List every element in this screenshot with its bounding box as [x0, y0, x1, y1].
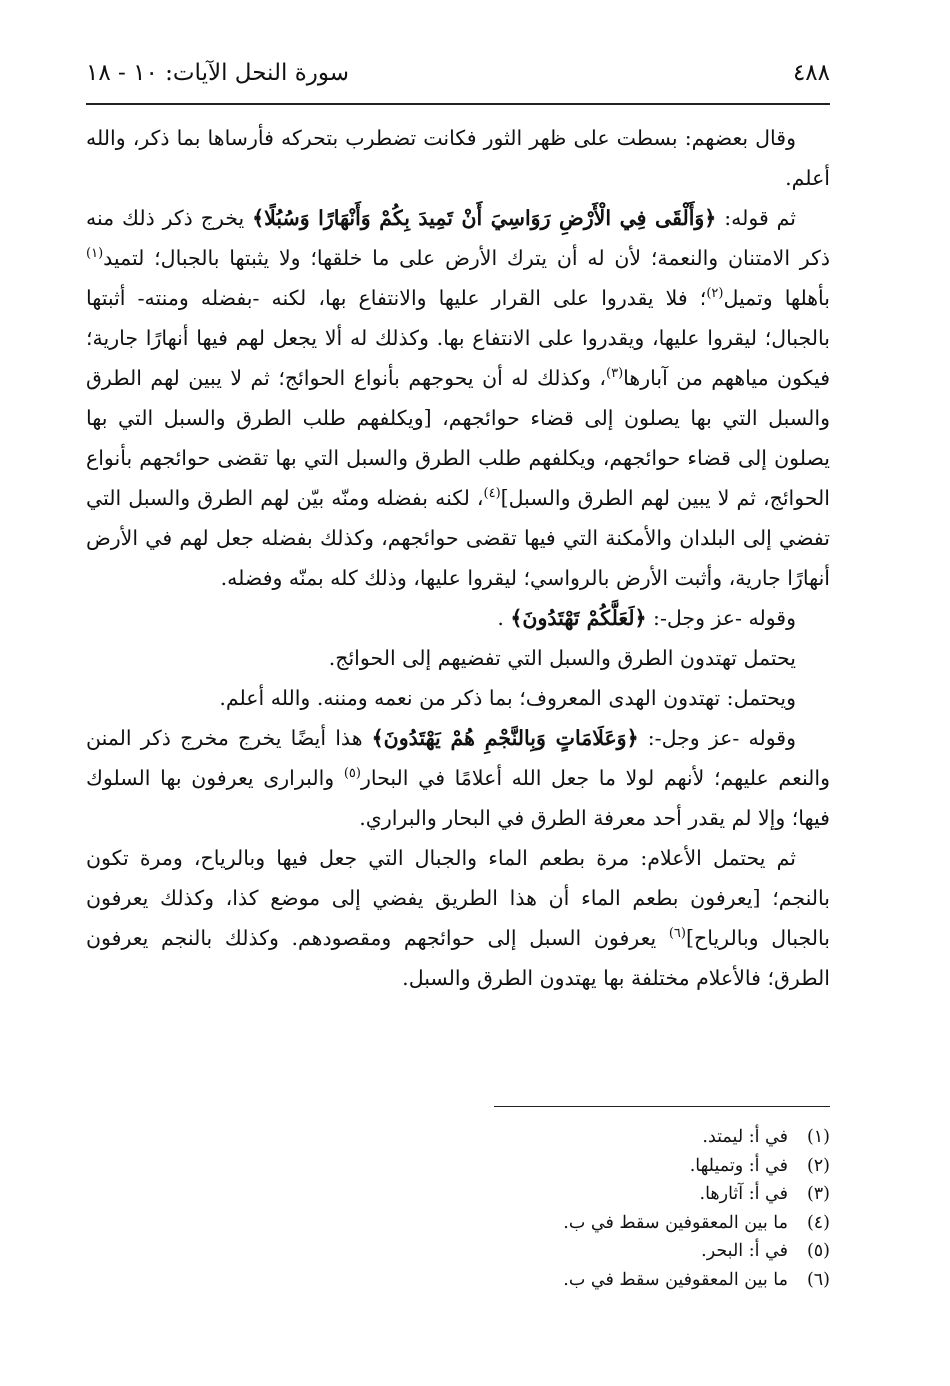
- quran-verse: ﴿وَأَلْقَى فِي الْأَرْضِ رَوَاسِيَ أَنْ تَمِيدَ بِكُمْ وَأَنْهَارًا وَسُبُلًا﴾: [252, 206, 717, 230]
- paragraph-3: [86, 598, 830, 638]
- page-header: [86, 58, 830, 98]
- footnotes: [86, 1123, 830, 1294]
- paragraph-1: وقال بعضهم: بسطت على ظهر الثور فكانت تضطرب بتحركه فأرساها بما ذكر، والله أعلم.: [86, 126, 830, 190]
- text-run: والبرارى يعرفون بها السلوك فيها؛ وإلا لم يقدر أحد معرفة الطرق في البحار والبراري.: [86, 766, 830, 830]
- text-run: .: [497, 606, 511, 630]
- text-run: بأهلها وتميل: [723, 286, 830, 310]
- footnote-item: [86, 1123, 830, 1152]
- footnote-item: [86, 1209, 830, 1238]
- quran-verse: ﴿وَعَلَامَاتٍ وَبِالنَّجْمِ هُمْ يَهْتَدُونَ﴾: [371, 726, 639, 750]
- footnote-text: في أ: البحر.: [701, 1241, 788, 1261]
- paragraph-7: [86, 838, 830, 998]
- footnote-ref-2: (٢): [706, 286, 724, 302]
- footnote-item: [86, 1237, 830, 1266]
- running-title: سورة النحل الآيات: ١٠ - ١٨: [86, 60, 350, 86]
- text-run: وقوله -عز وجل-:: [646, 606, 796, 630]
- text-run: ؛ فلا يقدروا على القرار عليها والانتفاع بها، لكنه -بفضله ومنته- أثبتها بالجبال؛ ليقروا عليها، ويقدروا على الانتفاع بها. وكذلك له ألا يجعل لهم فيها أنهارًا جارية؛ فيكون مياههم من آبارها: [86, 286, 830, 390]
- footnote-number: (٥): [806, 1241, 830, 1261]
- footnote-text: ما بين المعقوفين سقط في ب.: [563, 1269, 788, 1290]
- footnote-number: (٢): [806, 1155, 830, 1176]
- footnote-item: [86, 1152, 830, 1181]
- paragraph-6: [86, 718, 830, 838]
- text-run: يخرج ذكر ذلك منه ذكر الامتنان والنعمة؛ لأن له أن يترك الأرض على ما خلقها؛ ولا يثبتها بالجبال؛ لتميد: [86, 206, 830, 270]
- footnote-item: [86, 1180, 830, 1209]
- paragraph-2: [86, 198, 830, 598]
- text-run: يعرفون السبل إلى حوائجهم ومقصودهم. وكذلك بالنجم يعرفون الطرق؛ فالأعلام مختلفة بها يهتدون الطرق والسبل.: [86, 926, 830, 990]
- text-run: ، وكذلك له أن يحوجهم بأنواع الحوائج؛ ثم لا يبين لهم الطرق والسبل التي بها يصلون إلى قضاء حوائجهم، [ويكلفهم طلب الطرق والسبل التي بها يصلون إلى قضاء حوائجهم، ويكلفهم طلب الطرق والسبل التي بها تقضى حوائجهم بأنواع الحوائج، ثم لا يبين لهم الطرق والسبل]: [86, 366, 830, 510]
- text-run: ثم يحتمل الأعلام: مرة بطعم الماء والجبال التي جعل فيها وبالرياح، ومرة تكون بالنجم؛ [يعرفون بطعم الماء أن هذا الطريق يفضي إلى موضع كذا، وكذلك يعرفون بالجبال وبالرياح]: [86, 846, 830, 950]
- paragraph-5: ويحتمل: تهتدون الهدى المعروف؛ بما ذكر من نعمه ومننه. والله أعلم.: [219, 686, 796, 710]
- footnote-number: (١): [806, 1127, 830, 1147]
- footnote-number: (٣): [806, 1184, 830, 1204]
- footnote-ref-6: (٦): [668, 926, 686, 942]
- footnote-ref-1: (١): [86, 246, 104, 262]
- main-text: [86, 118, 830, 998]
- text-run: هذا أيضًا يخرج مخرج ذكر المنن والنعم عليهم؛ لأنهم لولا ما جعل الله أعلامًا في البحار: [86, 726, 830, 790]
- footnote-number: (٤): [806, 1212, 830, 1233]
- text-run: ، لكنه بفضله ومنّه بيّن لهم الطرق والسبل التي تفضي إلى البلدان والأمكنة التي فيها تقضى حوائجهم، وكذلك بفضله جعل لهم في الأرض أنهارًا جارية، وأثبت الأرض بالرواسي؛ ليقروا عليها، وذلك كله بمنّه وفضله.: [86, 486, 830, 590]
- footnote-ref-4: (٤): [483, 486, 501, 502]
- quran-verse: ﴿لَعَلَّكُمْ تَهْتَدُونَ﴾: [510, 606, 647, 630]
- footnote-number: (٦): [806, 1269, 830, 1290]
- footnote-item: [86, 1266, 830, 1295]
- footnote-text: ما بين المعقوفين سقط في ب.: [563, 1212, 788, 1233]
- text-run: وقوله -عز وجل-:: [638, 726, 796, 750]
- footnote-ref-5: (٥): [343, 766, 361, 782]
- footnote-text: في أ: آثارها.: [699, 1184, 788, 1204]
- paragraph-4: يحتمل تهتدون الطرق والسبل التي تفضيهم إلى الحوائج.: [328, 646, 796, 670]
- text-run: ثم قوله:: [716, 206, 796, 230]
- header-divider: [86, 103, 830, 105]
- footnote-ref-3: (٣): [606, 366, 624, 382]
- footnote-text: في أ: وتميلها.: [689, 1155, 788, 1176]
- footnote-divider: [494, 1106, 830, 1107]
- footnote-text: في أ: ليمتد.: [702, 1127, 788, 1147]
- page-number: ٤٨٨: [792, 60, 830, 86]
